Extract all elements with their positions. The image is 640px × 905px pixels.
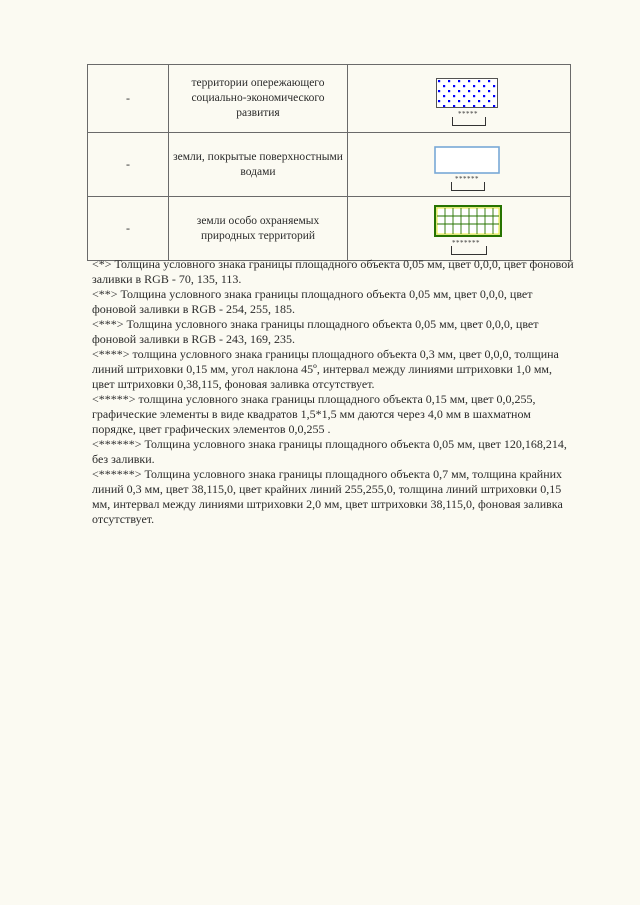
footnote: <******> Толщина условного знака границы площадного объекта 0,7 мм, толщина крайних линий 0,3 мм, цвет 38,115,0, цвет крайних линий 255,255,0, толщина линий штриховки 0,15 мм, интервал между линиями штриховки 2,0 мм, цвет штриховки 38,115,0, фоновая заливка отсутствует. [92, 467, 563, 526]
light-blue-outline-rectangle-icon [434, 146, 500, 174]
footnote: <******> Толщина условного знака границы площадного объекта 0,05 мм, цвет 120,168,214, без заливки. [92, 437, 567, 466]
footnotes [92, 257, 574, 527]
symbol-cell [348, 133, 571, 197]
row-description: земли, покрытые поверхностными водами [169, 133, 348, 197]
row-number: - [88, 197, 169, 261]
row-description: территории опережающего социально-экономического развития [169, 65, 348, 133]
table-row [88, 65, 571, 133]
footnote: <*****> толщина условного знака границы площадного объекта 0,15 мм, цвет 0,0,255, графические элементы в виде квадратов 1,5*1,5 мм даются через 4,0 мм в шахматном порядке, цвет графических элементов 0,0,255 . [92, 392, 536, 436]
symbol-cell [348, 65, 571, 133]
blue-dotted-square-pattern-icon [436, 78, 498, 108]
green-grid-rectangle-icon [434, 205, 502, 237]
ref-bracket [451, 246, 487, 255]
table-row [88, 133, 571, 197]
footnote: <**> Толщина условного знака границы площадного объекта 0,05 мм, цвет 0,0,0, цвет фоновой заливки в RGB - 254, 255, 185. [92, 287, 533, 316]
row-number: - [88, 65, 169, 133]
symbol-ref-label: ***** [458, 110, 478, 118]
symbol-cell [348, 197, 571, 261]
table-row [88, 197, 571, 261]
symbol-ref-label: ******* [452, 239, 480, 247]
ref-bracket [451, 182, 485, 191]
ref-bracket [452, 117, 486, 126]
footnote: <****> толщина условного знака границы площадного объекта 0,3 мм, цвет 0,0,0, толщина линий штриховки 0,15 мм, угол наклона 45º, интервал между линиями штриховки 1,0 мм, цвет штриховки 0,38,115, фоновая заливка отсутствует. [92, 347, 559, 391]
row-description: земли особо охраняемых природных территорий [169, 197, 348, 261]
footnote: <*> Толщина условного знака границы площадного объекта 0,05 мм, цвет 0,0,0, цвет фоновой заливки в RGB - 70, 135, 113. [92, 257, 574, 286]
row-number: - [88, 133, 169, 197]
symbol-ref-label: ****** [455, 175, 479, 183]
footnote: <***> Толщина условного знака границы площадного объекта 0,05 мм, цвет 0,0,0, цвет фоновой заливки в RGB - 243, 169, 235. [92, 317, 539, 346]
legend-table [87, 64, 571, 261]
